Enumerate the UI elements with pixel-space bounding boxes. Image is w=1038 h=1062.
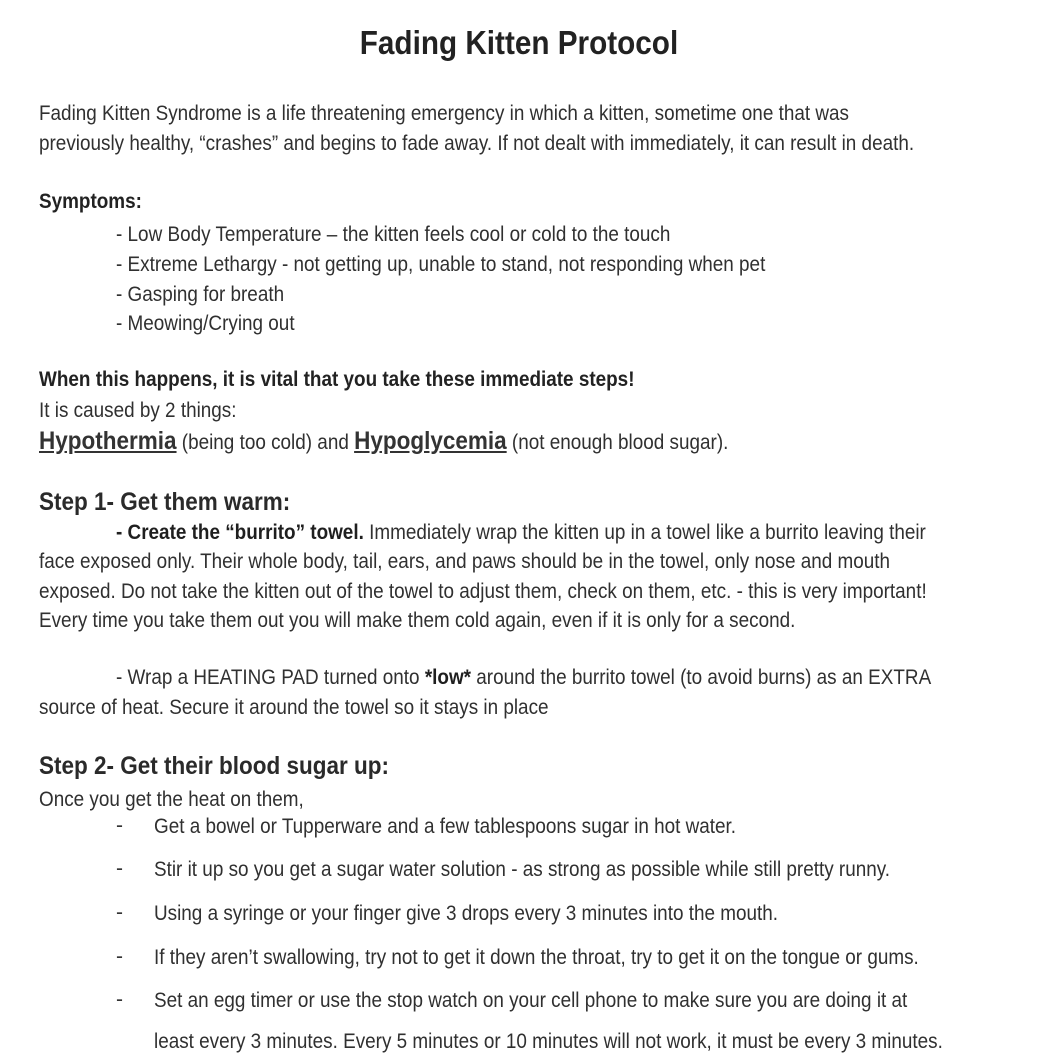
step2-intro: Once you get the heat on them, — [39, 788, 304, 811]
step2-item: Stir it up so you get a sugar water solution - as strong as possible while still pretty runny. — [154, 858, 891, 881]
hypoglycemia-term: Hypoglycemia — [354, 427, 507, 455]
step2-heading: Step 2- Get their blood sugar up: — [39, 752, 390, 780]
hypothermia-term: Hypothermia — [39, 427, 177, 455]
symptom-item: - Extreme Lethargy - not getting up, unable to stand, not responding when pet — [116, 253, 766, 276]
bullet-dash: - — [116, 857, 123, 880]
burrito-towel-label: - Create the “burrito” towel. — [116, 521, 364, 544]
step1-p2-line1-text: around the burrito towel (to avoid burns) as an EXTRA — [471, 666, 932, 689]
symptom-item: - Gasping for breath — [116, 283, 285, 306]
low-setting: *low* — [424, 666, 472, 689]
bullet-dash: - — [116, 945, 123, 968]
causes-line — [39, 426, 728, 458]
step1-p2-start: - Wrap a HEATING PAD turned onto — [116, 666, 425, 689]
bullet-dash: - — [116, 988, 123, 1011]
step2-item-continuation: least every 3 minutes. Every 5 minutes or 10 minutes will not work, it must be every 3 minutes. — [154, 1030, 943, 1053]
intro-line-1: Fading Kitten Syndrome is a life threatening emergency in which a kitten, sometime one that was — [39, 102, 849, 125]
bullet-dash: - — [116, 814, 123, 837]
step1-p1-line1 — [116, 518, 926, 548]
page-title: Fading Kitten Protocol — [359, 24, 679, 61]
caused-by-line: It is caused by 2 things: — [39, 399, 237, 422]
step2-item: Get a bowel or Tupperware and a few tablespoons sugar in hot water. — [154, 815, 737, 838]
step1-heading: Step 1- Get them warm: — [39, 488, 291, 516]
step1-p1-line2: face exposed only. Their whole body, tail, ears, and paws should be in the towel, only nose and mouth — [39, 550, 891, 573]
step1-p1-line4: Every time you take them out you will make them cold again, even if it is only for a second. — [39, 609, 796, 632]
urgent-statement: When this happens, it is vital that you take these immediate steps! — [39, 368, 635, 391]
symptom-item: - Low Body Temperature – the kitten feels cool or cold to the touch — [116, 223, 671, 246]
intro-line-2: previously healthy, “crashes” and begins to fade away. If not dealt with immediately, it can result in death. — [39, 132, 915, 155]
step1-p1-line3: exposed. Do not take the kitten out of the towel to adjust them, check on them, etc. - this is very important! — [39, 580, 927, 603]
symptoms-heading: Symptoms: — [39, 190, 142, 213]
symptom-item: - Meowing/Crying out — [116, 312, 295, 335]
step1-p1-line1-text: Immediately wrap the kitten up in a towel like a burrito leaving their — [363, 521, 926, 544]
step2-item: Set an egg timer or use the stop watch on your cell phone to make sure you are doing it at — [154, 989, 908, 1012]
hypothermia-desc: (being too cold) and — [176, 431, 355, 454]
step1-p2-line1 — [116, 663, 931, 693]
step2-item: Using a syringe or your finger give 3 drops every 3 minutes into the mouth. — [154, 902, 779, 925]
step1-p2-line2: source of heat. Secure it around the towel so it stays in place — [39, 696, 549, 719]
step2-item: If they aren’t swallowing, try not to get it down the throat, try to get it on the tongue or gums. — [154, 946, 919, 969]
hypoglycemia-desc: (not enough blood sugar). — [506, 431, 729, 454]
bullet-dash: - — [116, 901, 123, 924]
